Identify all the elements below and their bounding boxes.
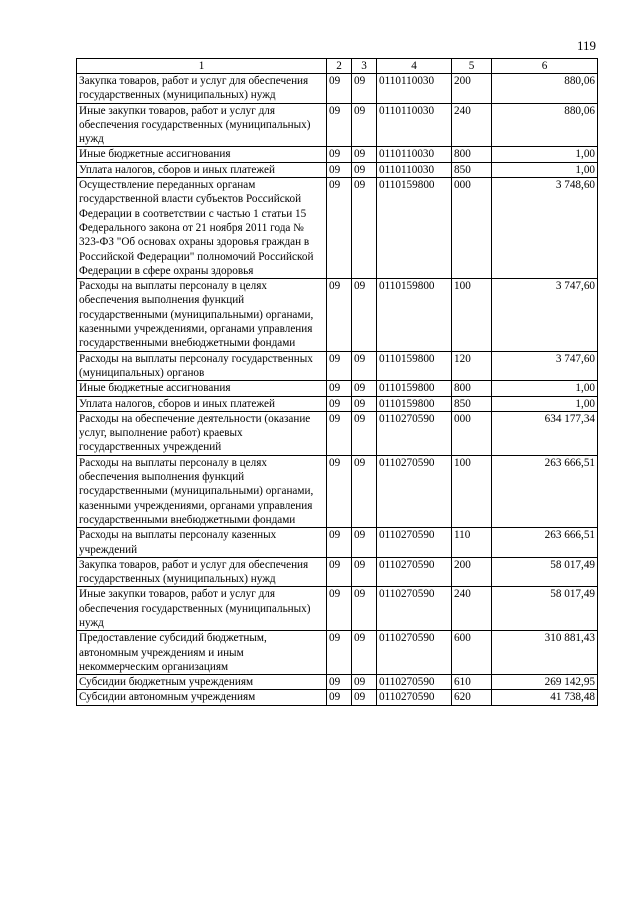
row-target-article: 0110159800 xyxy=(377,381,452,396)
row-target-article: 0110110030 xyxy=(377,147,452,162)
row-expense-type: 110 xyxy=(452,528,492,558)
row-subsection: 09 xyxy=(352,675,377,690)
header-cell: 5 xyxy=(452,59,492,74)
row-name: Расходы на выплаты персоналу в целях обеспечения выполнения функций государственными (муниципальными) органами, казенными учреждениями, органами управления государственными внебюджетными фондами xyxy=(77,455,327,527)
table-row xyxy=(77,74,598,104)
row-subsection: 09 xyxy=(352,103,377,147)
row-name: Иные закупки товаров, работ и услуг для обеспечения государственных (муниципальных) нужд xyxy=(77,103,327,147)
row-section: 09 xyxy=(327,381,352,396)
row-target-article: 0110270590 xyxy=(377,557,452,587)
row-amount: 1,00 xyxy=(492,162,598,177)
row-name: Расходы на выплаты персоналу государственных (муниципальных) органов xyxy=(77,351,327,381)
row-expense-type: 240 xyxy=(452,103,492,147)
row-expense-type: 200 xyxy=(452,74,492,104)
row-subsection: 09 xyxy=(352,631,377,675)
row-section: 09 xyxy=(327,396,352,411)
row-subsection: 09 xyxy=(352,528,377,558)
row-section: 09 xyxy=(327,557,352,587)
row-target-article: 0110110030 xyxy=(377,103,452,147)
row-subsection: 09 xyxy=(352,396,377,411)
row-name: Иные закупки товаров, работ и услуг для обеспечения государственных (муниципальных) нужд xyxy=(77,587,327,631)
row-section: 09 xyxy=(327,74,352,104)
row-subsection: 09 xyxy=(352,74,377,104)
header-cell: 1 xyxy=(77,59,327,74)
row-name: Иные бюджетные ассигнования xyxy=(77,147,327,162)
row-section: 09 xyxy=(327,411,352,455)
row-subsection: 09 xyxy=(352,455,377,527)
row-amount: 58 017,49 xyxy=(492,557,598,587)
row-name: Расходы на выплаты персоналу казенных учреждений xyxy=(77,528,327,558)
page-number: 119 xyxy=(576,38,596,53)
row-section: 09 xyxy=(327,675,352,690)
row-name: Предоставление субсидий бюджетным, автономным учреждениям и иным некоммерческим организациям xyxy=(77,631,327,675)
row-amount: 263 666,51 xyxy=(492,528,598,558)
row-subsection: 09 xyxy=(352,587,377,631)
row-target-article: 0110270590 xyxy=(377,587,452,631)
row-name: Уплата налогов, сборов и иных платежей xyxy=(77,396,327,411)
row-amount: 269 142,95 xyxy=(492,675,598,690)
table-row xyxy=(77,279,598,351)
row-amount: 634 177,34 xyxy=(492,411,598,455)
row-expense-type: 240 xyxy=(452,587,492,631)
row-section: 09 xyxy=(327,103,352,147)
row-expense-type: 120 xyxy=(452,351,492,381)
row-target-article: 0110110030 xyxy=(377,162,452,177)
row-name: Расходы на обеспечение деятельности (оказание услуг, выполнение работ) краевых государственных учреждений xyxy=(77,411,327,455)
table-row xyxy=(77,396,598,411)
row-subsection: 09 xyxy=(352,557,377,587)
row-amount: 41 738,48 xyxy=(492,690,598,705)
row-amount: 263 666,51 xyxy=(492,455,598,527)
table-row xyxy=(77,690,598,705)
row-amount: 3 748,60 xyxy=(492,178,598,279)
table-row xyxy=(77,381,598,396)
row-subsection: 09 xyxy=(352,147,377,162)
row-expense-type: 100 xyxy=(452,279,492,351)
row-subsection: 09 xyxy=(352,690,377,705)
row-expense-type: 620 xyxy=(452,690,492,705)
row-name: Осуществление переданных органам государственной власти субъектов Российской Федерации в соответствии с частью 1 статьи 15 Федерального закона от 21 ноября 2011 года № 323-ФЗ "Об основах охраны здоровья граждан в Российской Федерации" полномочий Российской Федерации в сфере охраны здоровья xyxy=(77,178,327,279)
row-target-article: 0110159800 xyxy=(377,396,452,411)
row-subsection: 09 xyxy=(352,351,377,381)
row-target-article: 0110270590 xyxy=(377,455,452,527)
row-expense-type: 000 xyxy=(452,411,492,455)
row-subsection: 09 xyxy=(352,178,377,279)
row-expense-type: 100 xyxy=(452,455,492,527)
row-target-article: 0110110030 xyxy=(377,74,452,104)
header-cell: 2 xyxy=(327,59,352,74)
table-row xyxy=(77,528,598,558)
row-amount: 1,00 xyxy=(492,147,598,162)
row-expense-type: 610 xyxy=(452,675,492,690)
row-amount: 880,06 xyxy=(492,74,598,104)
header-cell: 4 xyxy=(377,59,452,74)
table-row xyxy=(77,557,598,587)
row-subsection: 09 xyxy=(352,381,377,396)
row-expense-type: 800 xyxy=(452,147,492,162)
row-name: Иные бюджетные ассигнования xyxy=(77,381,327,396)
table-row xyxy=(77,631,598,675)
table-row xyxy=(77,178,598,279)
row-section: 09 xyxy=(327,162,352,177)
row-section: 09 xyxy=(327,631,352,675)
budget-table xyxy=(76,58,598,706)
table-row xyxy=(77,162,598,177)
row-amount: 3 747,60 xyxy=(492,351,598,381)
row-target-article: 0110270590 xyxy=(377,690,452,705)
row-section: 09 xyxy=(327,178,352,279)
row-expense-type: 850 xyxy=(452,162,492,177)
row-section: 09 xyxy=(327,351,352,381)
row-amount: 3 747,60 xyxy=(492,279,598,351)
row-subsection: 09 xyxy=(352,411,377,455)
table-row xyxy=(77,147,598,162)
row-section: 09 xyxy=(327,147,352,162)
row-amount: 880,06 xyxy=(492,103,598,147)
row-amount: 58 017,49 xyxy=(492,587,598,631)
row-expense-type: 800 xyxy=(452,381,492,396)
row-name: Закупка товаров, работ и услуг для обеспечения государственных (муниципальных) нужд xyxy=(77,74,327,104)
row-expense-type: 600 xyxy=(452,631,492,675)
row-section: 09 xyxy=(327,455,352,527)
header-cell: 3 xyxy=(352,59,377,74)
header-row xyxy=(77,59,598,74)
row-expense-type: 000 xyxy=(452,178,492,279)
row-name: Закупка товаров, работ и услуг для обеспечения государственных (муниципальных) нужд xyxy=(77,557,327,587)
table-row xyxy=(77,103,598,147)
table-row xyxy=(77,351,598,381)
row-target-article: 0110270590 xyxy=(377,411,452,455)
row-target-article: 0110270590 xyxy=(377,528,452,558)
row-subsection: 09 xyxy=(352,279,377,351)
table-row xyxy=(77,411,598,455)
table-row xyxy=(77,587,598,631)
row-expense-type: 850 xyxy=(452,396,492,411)
header-cell: 6 xyxy=(492,59,598,74)
row-name: Субсидии автономным учреждениям xyxy=(77,690,327,705)
row-section: 09 xyxy=(327,279,352,351)
table-row xyxy=(77,675,598,690)
row-target-article: 0110159800 xyxy=(377,351,452,381)
row-target-article: 0110270590 xyxy=(377,631,452,675)
row-target-article: 0110159800 xyxy=(377,178,452,279)
row-amount: 1,00 xyxy=(492,396,598,411)
table-row xyxy=(77,455,598,527)
row-expense-type: 200 xyxy=(452,557,492,587)
row-section: 09 xyxy=(327,690,352,705)
row-name: Субсидии бюджетным учреждениям xyxy=(77,675,327,690)
row-target-article: 0110270590 xyxy=(377,675,452,690)
row-section: 09 xyxy=(327,587,352,631)
row-target-article: 0110159800 xyxy=(377,279,452,351)
row-subsection: 09 xyxy=(352,162,377,177)
row-name: Расходы на выплаты персоналу в целях обеспечения выполнения функций государственными (муниципальными) органами, казенными учреждениями, органами управления государственными внебюджетными фондами xyxy=(77,279,327,351)
row-section: 09 xyxy=(327,528,352,558)
row-name: Уплата налогов, сборов и иных платежей xyxy=(77,162,327,177)
row-amount: 310 881,43 xyxy=(492,631,598,675)
row-amount: 1,00 xyxy=(492,381,598,396)
